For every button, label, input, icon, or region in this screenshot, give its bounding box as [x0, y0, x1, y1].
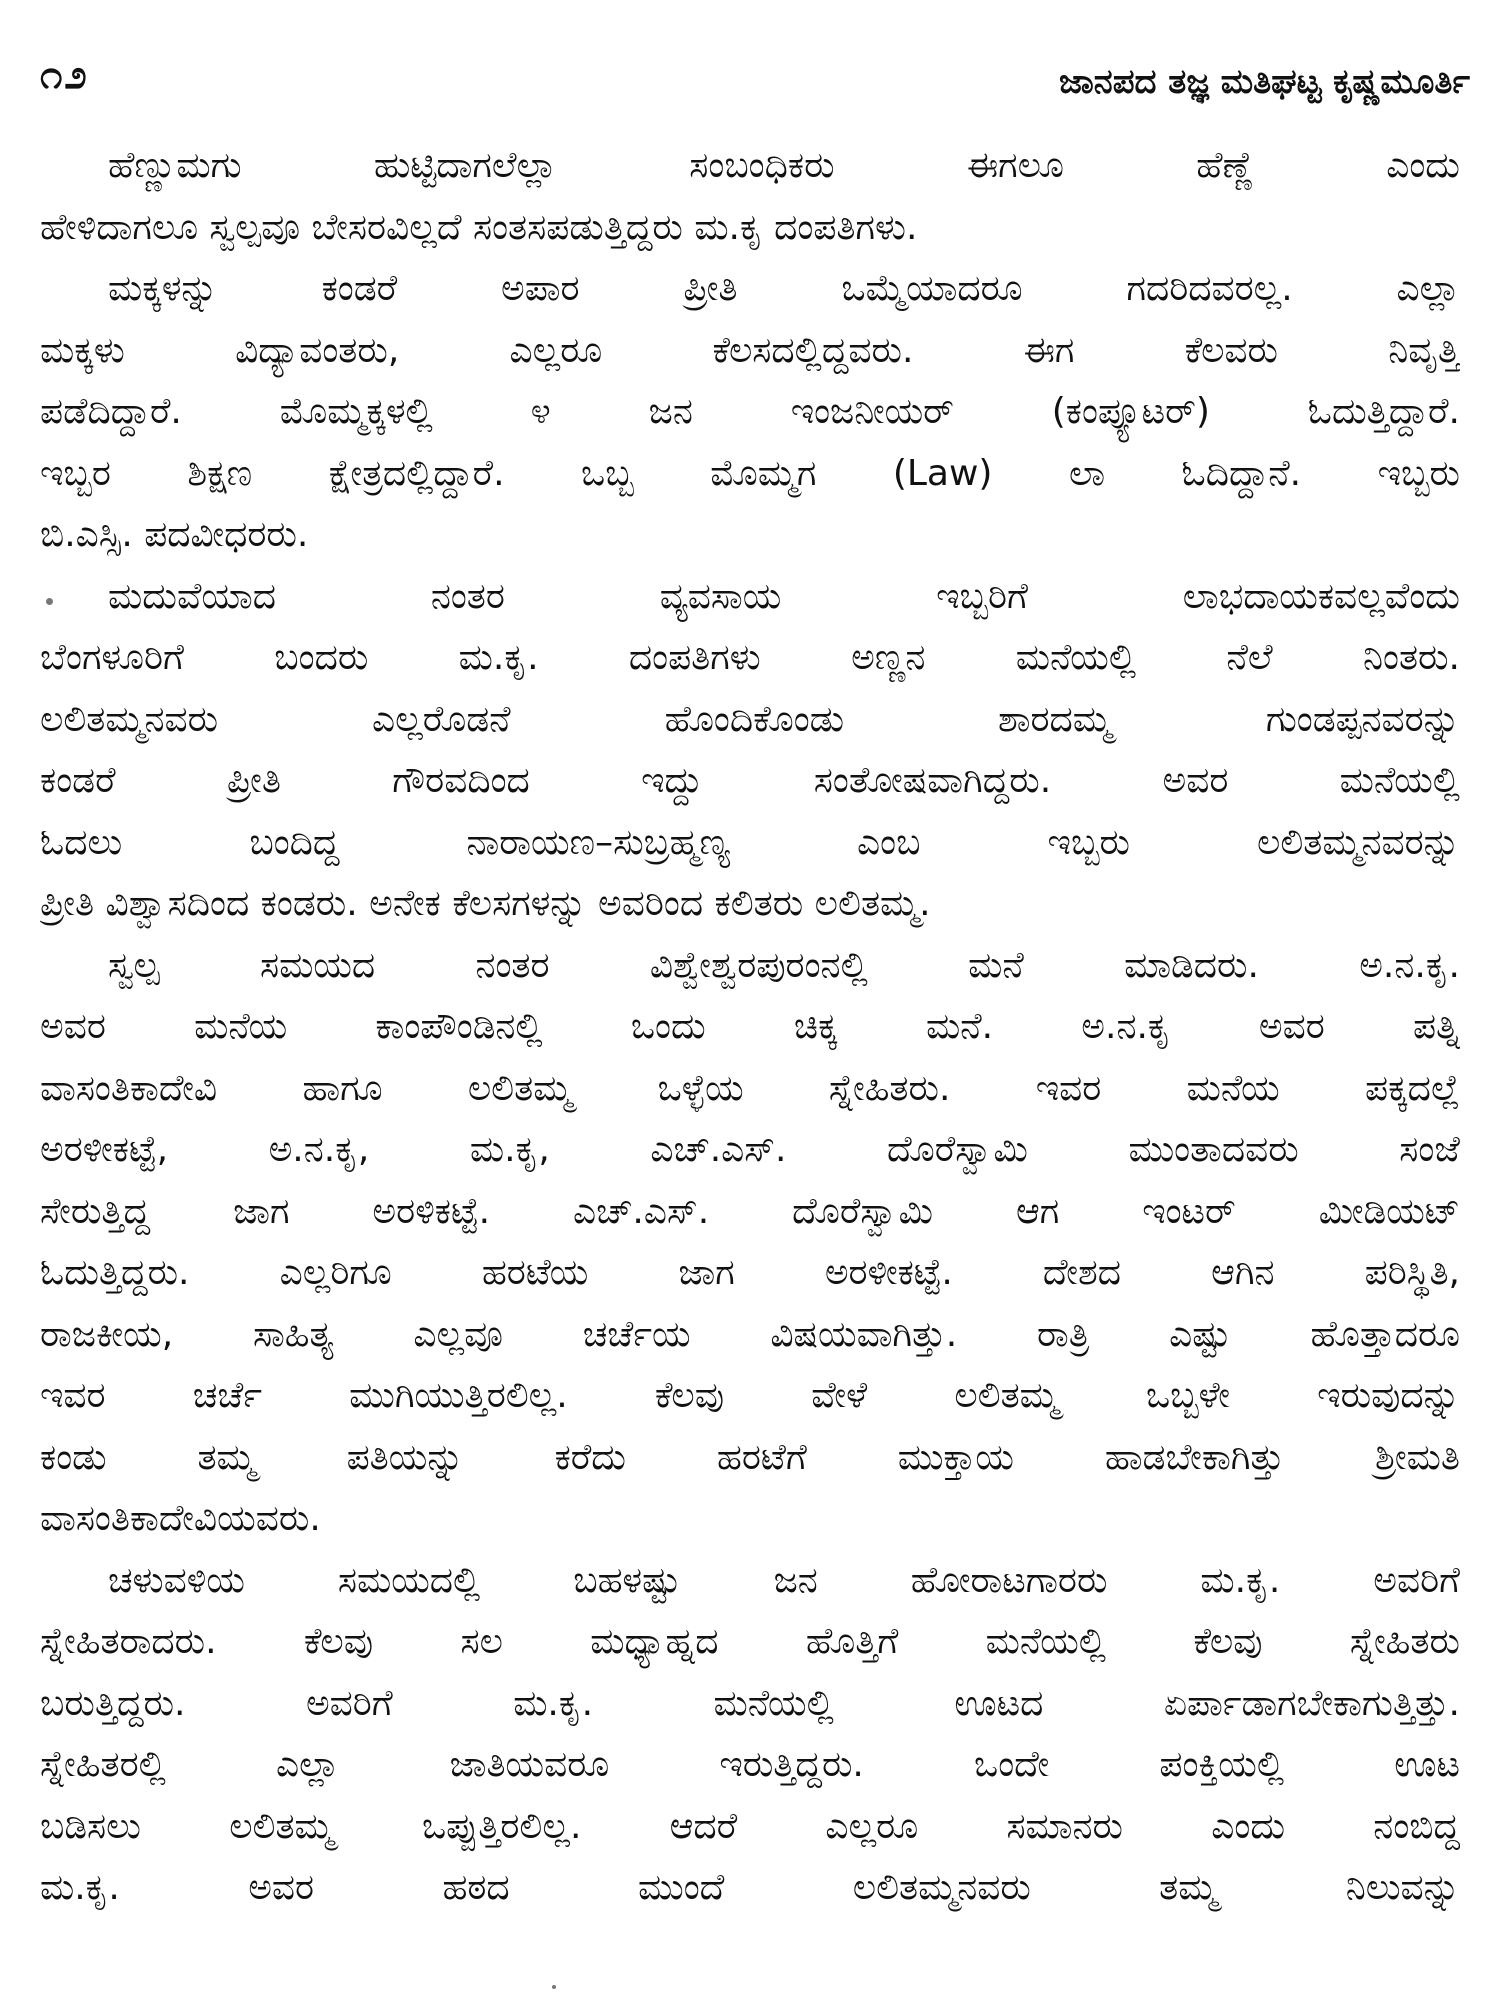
text-line: ಸ್ನೇಹಿತರಾದರು. ಕೆಲವು ಸಲ ಮಧ್ಯಾಹ್ನದ ಹೊತ್ತಿಗೆ ಮನೆಯಲ್ಲಿ ಕೆಲವು ಸ್ನೇಹಿತರು: [40, 1621, 1460, 1662]
text-line: ಇವರ ಚರ್ಚೆ ಮುಗಿಯುತ್ತಿರಲಿಲ್ಲ. ಕೆಲವು ವೇಳೆ ಲಲಿತಮ್ಮ ಒಬ್ಬಳೇ ಇರುವುದನ್ನು: [40, 1375, 1460, 1416]
text-line: ಮಕ್ಕಳು ವಿದ್ಯಾವಂತರು, ಎಲ್ಲರೂ ಕೆಲಸದಲ್ಲಿದ್ದವರು. ಈಗ ಕೆಲವರು ನಿವೃತ್ತಿ: [40, 329, 1460, 371]
text-line: ಬಡಿಸಲು ಲಲಿತಮ್ಮ ಒಪ್ಪುತ್ತಿರಲಿಲ್ಲ. ಆದರೆ ಎಲ್ಲರೂ ಸಮಾನರು ಎಂದು ನಂಬಿದ್ದ: [40, 1805, 1460, 1847]
text-line: ಅರಳೀಕಟ್ಟೆ, ಅ.ನ.ಕೃ, ಮ.ಕೃ, ಎಚ್.ಎಸ್. ದೊರೆಸ್ವಾಮಿ ಮುಂತಾದವರು ಸಂಜೆ: [40, 1129, 1460, 1170]
text-line: ಇಬ್ಬರ ಶಿಕ್ಷಣ ಕ್ಷೇತ್ರದಲ್ಲಿದ್ದಾರೆ. ಒಬ್ಬ ಮೊಮ್ಮಗ (Law) ಲಾ ಓದಿದ್ದಾನೆ. ಇಬ್ಬರು: [40, 452, 1460, 494]
text-line: ಬಿ.ಎಸ್ಸಿ. ಪದವೀಧರರು.: [40, 514, 309, 555]
scan-speck: [552, 1985, 556, 1989]
body-text: [40, 135, 1460, 1919]
running-header: ಜಾನಪದ ತಜ್ಞ ಮತಿಘಟ್ಟ ಕೃಷ್ಣಮೂರ್ತಿ: [1058, 62, 1470, 102]
text-line: ಮಕ್ಕಳನ್ನು ಕಂಡರೆ ಅಪಾರ ಪ್ರೀತಿ ಒಮ್ಮೆಯಾದರೂ ಗದರಿದವರಲ್ಲ. ಎಲ್ಲಾ: [108, 268, 1460, 309]
text-line: ಪಡೆದಿದ್ದಾರೆ. ಮೊಮ್ಮಕ್ಕಳಲ್ಲಿ ೪ ಜನ ಇಂಜನೀಯರ್ (ಕಂಪ್ಯೂಟರ್) ಓದುತ್ತಿದ್ದಾರೆ.: [40, 391, 1460, 432]
text-line: ಕಂಡು ತಮ್ಮ ಪತಿಯನ್ನು ಕರೆದು ಹರಟೆಗೆ ಮುಕ್ತಾಯ ಹಾಡಬೇಕಾಗಿತ್ತು ಶ್ರೀಮತಿ: [40, 1436, 1460, 1478]
text-line: ಹೆಣ್ಣುಮಗು ಹುಟ್ಟಿದಾಗಲೆಲ್ಲಾ ಸಂಬಂಧಿಕರು ಈಗಲೂ ಹೆಣ್ಣೆ ಎಂದು: [108, 145, 1460, 186]
text-line: ಸ್ನೇಹಿತರಲ್ಲಿ ಎಲ್ಲಾ ಜಾತಿಯವರೂ ಇರುತ್ತಿದ್ದರು. ಒಂದೇ ಪಂಕ್ತಿಯಲ್ಲಿ ಊಟ: [40, 1744, 1460, 1785]
text-line: ಸ್ವಲ್ಪ ಸಮಯದ ನಂತರ ವಿಶ್ವೇಶ್ವರಪುರಂನಲ್ಲಿ ಮನೆ ಮಾಡಿದರು. ಅ.ನ.ಕೃ.: [108, 944, 1460, 986]
text-line: ಅವರ ಮನೆಯ ಕಾಂಪೌಂಡಿನಲ್ಲಿ ಒಂದು ಚಿಕ್ಕ ಮನೆ. ಅ.ನ.ಕೃ ಅವರ ಪತ್ನಿ: [40, 1006, 1460, 1047]
text-line: ಕಂಡರೆ ಪ್ರೀತಿ ಗೌರವದಿಂದ ಇದ್ದು ಸಂತೋಷವಾಗಿದ್ದರು. ಅವರ ಮನೆಯಲ್ಲಿ: [40, 760, 1460, 801]
text-line: ಲಲಿತಮ್ಮನವರು ಎಲ್ಲರೊಡನೆ ಹೊಂದಿಕೊಂಡು ಶಾರದಮ್ಮ ಗುಂಡಪ್ಪನವರನ್ನು: [40, 698, 1460, 740]
text-line: ಮದುವೆಯಾದ ನಂತರ ವ್ಯವಸಾಯ ಇಬ್ಬರಿಗೆ ಲಾಭದಾಯಕವಲ್ಲವೆಂದು: [108, 575, 1460, 617]
text-line: ಬೆಂಗಳೂರಿಗೆ ಬಂದರು ಮ.ಕೃ. ದಂಪತಿಗಳು ಅಣ್ಣನ ಮನೆಯಲ್ಲಿ ನೆಲೆ ನಿಂತರು.: [40, 637, 1460, 678]
text-line: ರಾಜಕೀಯ, ಸಾಹಿತ್ಯ ಎಲ್ಲವೂ ಚರ್ಚೆಯ ವಿಷಯವಾಗಿತ್ತು. ರಾತ್ರಿ ಎಷ್ಟು ಹೊತ್ತಾದರೂ: [40, 1313, 1460, 1355]
text-line: ಮ.ಕೃ. ಅವರ ಹಠದ ಮುಂದೆ ಲಲಿತಮ್ಮನವರು ತಮ್ಮ ನಿಲುವನ್ನು: [40, 1867, 1460, 1908]
text-line: ಬರುತ್ತಿದ್ದರು. ಅವರಿಗೆ ಮ.ಕೃ. ಮನೆಯಲ್ಲಿ ಊಟದ ಏರ್ಪಾಡಾಗಬೇಕಾಗುತ್ತಿತ್ತು.: [40, 1682, 1460, 1724]
text-line: ಹೇಳಿದಾಗಲೂ ಸ್ವಲ್ಪವೂ ಬೇಸರವಿಲ್ಲದೆ ಸಂತಸಪಡುತ್ತಿದ್ದರು ಮ.ಕೃ ದಂಪತಿಗಳು.: [40, 206, 918, 248]
text-line: ಪ್ರೀತಿ ವಿಶ್ವಾಸದಿಂದ ಕಂಡರು. ಅನೇಕ ಕೆಲಸಗಳನ್ನು ಅವರಿಂದ ಕಲಿತರು ಲಲಿತಮ್ಮ.: [40, 883, 931, 924]
text-line: ವಾಸಂತಿಕಾದೇವಿ ಹಾಗೂ ಲಲಿತಮ್ಮ ಒಳ್ಳೆಯ ಸ್ನೇಹಿತರು. ಇವರ ಮನೆಯ ಪಕ್ಕದಲ್ಲೆ: [40, 1067, 1460, 1109]
text-line: ಸೇರುತ್ತಿದ್ದ ಜಾಗ ಅರಳಿಕಟ್ಟೆ. ಎಚ್.ಎಸ್. ದೊರೆಸ್ವಾಮಿ ಆಗ ಇಂಟರ್ ಮೀಡಿಯಟ್: [40, 1190, 1460, 1232]
page-number: ೧೨: [40, 52, 89, 98]
text-line: ವಾಸಂತಿಕಾದೇವಿಯವರು.: [40, 1498, 321, 1539]
scan-speck: [46, 598, 53, 605]
text-line: ಓದಲು ಬಂದಿದ್ದ ನಾರಾಯಣ–ಸುಬ್ರಹ್ಮಣ್ಯ ಎಂಬ ಇಬ್ಬರು ಲಲಿತಮ್ಮನವರನ್ನು: [40, 821, 1460, 863]
text-line: ಓದುತ್ತಿದ್ದರು. ಎಲ್ಲರಿಗೂ ಹರಟೆಯ ಜಾಗ ಅರಳೀಕಟ್ಟೆ. ದೇಶದ ಆಗಿನ ಪರಿಸ್ಥಿತಿ,: [40, 1252, 1460, 1293]
text-line: ಚಳುವಳಿಯ ಸಮಯದಲ್ಲಿ ಬಹಳಷ್ಟು ಜನ ಹೋರಾಟಗಾರರು ಮ.ಕೃ. ಅವರಿಗೆ: [108, 1559, 1460, 1601]
